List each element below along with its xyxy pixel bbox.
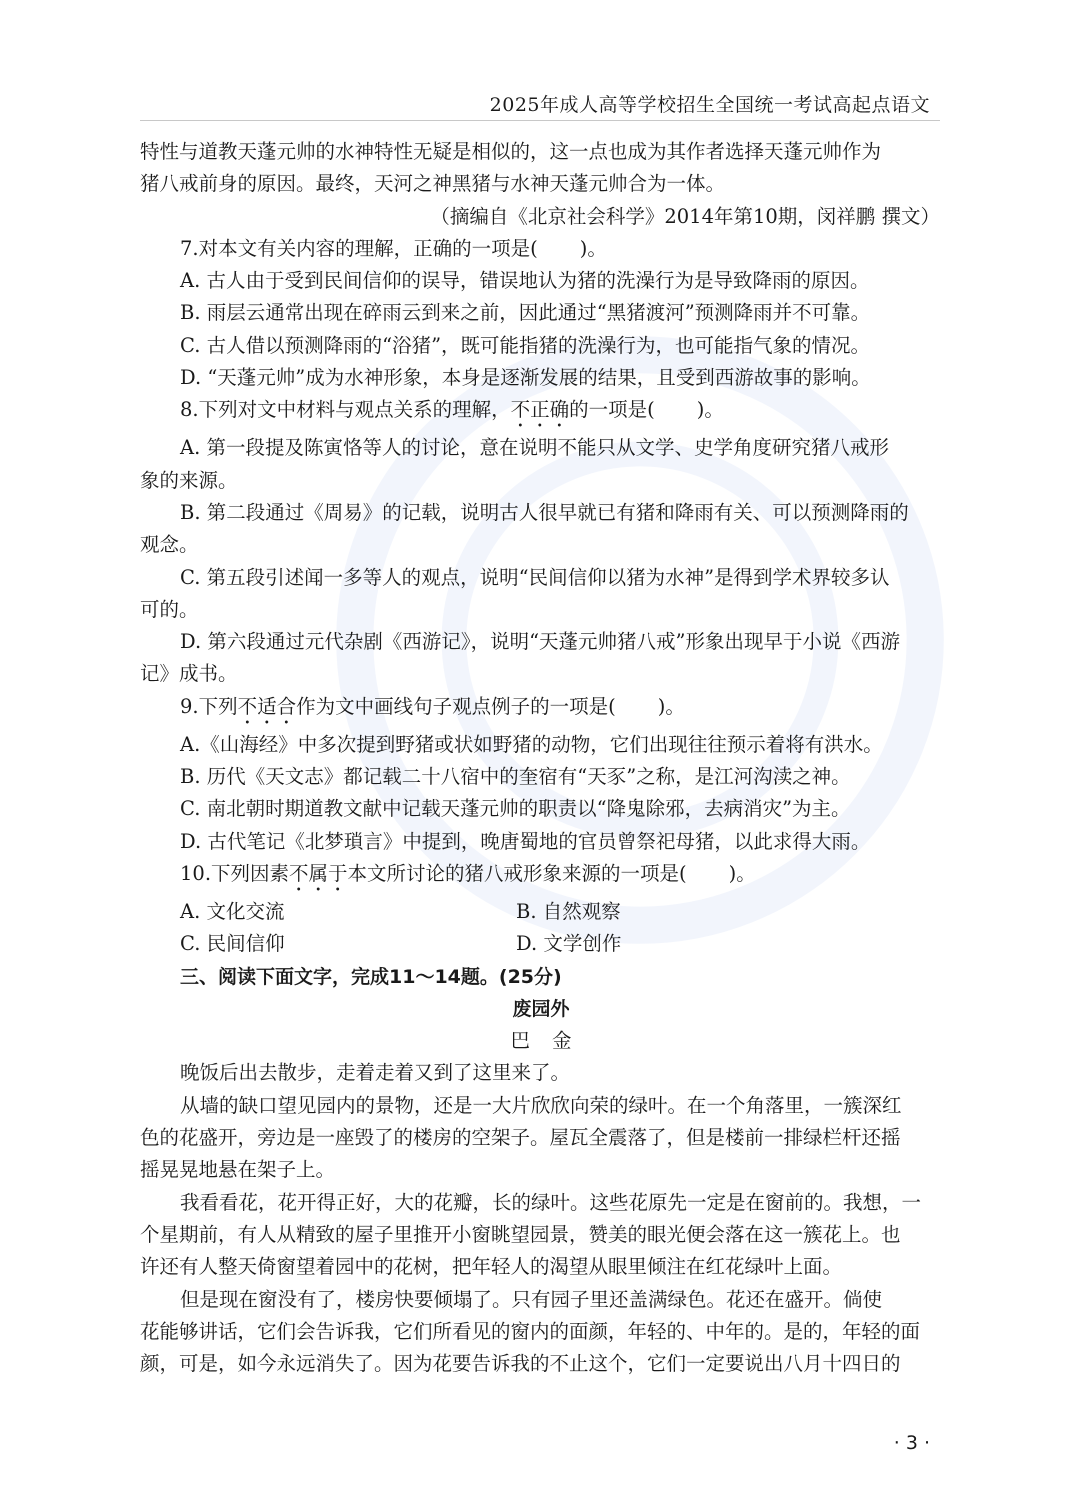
q9-emphasis: 不适合 <box>237 694 297 718</box>
q10-option-c: C. 民间信仰 <box>180 932 285 956</box>
q8-stem-end: )。 <box>696 398 724 422</box>
q10-options-row <box>140 896 942 928</box>
q9-stem-post: 作为文中画线句子观点例子的一项是( <box>296 694 616 718</box>
question-9-stem <box>140 691 942 729</box>
question-7-stem <box>140 233 942 265</box>
q7-stem-text: 7.对本文有关内容的理解，正确的一项是( <box>180 236 538 260</box>
q8-option-a: A. 第一段提及陈寅恪等人的讨论，意在说明不能只从文学、史学角度研究猪八戒形 <box>180 436 889 460</box>
passage-line: 猪八戒前身的原因。最终，天河之神黑猪与水神天蓬元帅合为一体。 <box>140 172 726 196</box>
q10-stem-end: )。 <box>728 861 756 885</box>
q9-stem-pre: 9.下列 <box>180 694 238 718</box>
q8-stem-post: 的一项是( <box>569 398 655 422</box>
q8-option-a-cont: 象的来源。 <box>140 468 238 492</box>
passage-source: （摘编自《北京社会科学》2014年第10期，闵祥鹏 撰文） <box>430 204 940 228</box>
section-3-heading: 三、阅读下面文字，完成11～14题。(25分) <box>180 965 562 988</box>
q9-option-a: A.《山海经》中多次提到野猪或状如野猪的动物，它们出现往往预示着将有洪水。 <box>180 732 883 756</box>
q8-option-c-cont: 可的。 <box>140 597 199 621</box>
article-paragraph-3-cont: 个星期前，有人从精致的屋子里推开小窗眺望园景，赞美的眼光便会落在这一簇花上。也 <box>140 1222 901 1246</box>
q10-option-a: A. 文化交流 <box>180 899 285 923</box>
q9-option-b: B. 历代《天文志》都记载二十八宿中的奎宿有“天豕”之称，是江河沟渎之神。 <box>180 765 851 789</box>
article-paragraph-2-cont: 色的花盛开，旁边是一座毁了的楼房的空架子。屋瓦全震落了，但是楼前一排绿栏杆还摇 <box>140 1126 901 1150</box>
q10-option-b: B. 自然观察 <box>516 899 621 923</box>
q7-option-c: C. 古人借以预测降雨的“浴猪”，既可能指猪的洗澡行为，也可能指气象的情况。 <box>180 333 871 357</box>
q8-emphasis: 不正确 <box>510 398 570 422</box>
article-paragraph-4-cont: 花能够讲话，它们会告诉我，它们所看见的窗内的面颜，年轻的、中年的。是的，年轻的面 <box>140 1319 921 1343</box>
article-paragraph-3-cont: 许还有人整天倚窗望着园中的花树，把年轻人的渴望从眼里倾注在红花绿叶上面。 <box>140 1255 843 1279</box>
q9-stem-end: )。 <box>657 694 685 718</box>
article-author: 巴金 <box>510 1029 594 1053</box>
article-paragraph-4: 但是现在窗没有了，楼房快要倾塌了。只有园子里还盖满绿色。花还在盛开。倘使 <box>180 1287 883 1311</box>
q8-stem-pre: 8.下列对文中材料与观点关系的理解， <box>180 398 511 422</box>
q10-emphasis: 不属于 <box>289 861 348 885</box>
q7-option-a: A. 古人由于受到民间信仰的误导，错误地认为猪的洗澡行为是导致降雨的原因。 <box>180 269 870 293</box>
header-divider <box>140 120 940 121</box>
q8-option-d-cont: 记》成书。 <box>140 662 238 686</box>
article-paragraph-2-cont: 摇晃晃地悬在架子上。 <box>140 1158 336 1182</box>
q8-option-d: D. 第六段通过元代杂剧《西游记》，说明“天蓬元帅猪八戒”形象出现早于小说《西游 <box>180 630 901 654</box>
q10-options-row <box>140 928 942 960</box>
page-header-title: 2025年成人高等学校招生全国统一考试高起点语文 <box>489 94 930 116</box>
q10-stem-post: 本文所讨论的猪八戒形象来源的一项是( <box>347 861 687 885</box>
q8-option-b: B. 第二段通过《周易》的记载，说明古人很早就已有猪和降雨有关、可以预测降雨的 <box>180 500 909 524</box>
q9-option-c: C. 南北朝时期道教文献中记载天蓬元帅的职责以“降鬼除邪，去病消灾”为主。 <box>180 797 851 821</box>
article-paragraph-3: 我看看花，花开得正好，大的花瓣，长的绿叶。这些花原先一定是在窗前的。我想，一 <box>180 1190 922 1214</box>
q7-stem-end: )。 <box>579 236 607 260</box>
question-8-stem <box>140 394 942 432</box>
question-10-stem <box>140 858 942 896</box>
q9-option-d: D. 古代笔记《北梦瑣言》中提到，晚唐蜀地的官员曾祭祀母猪，以此求得大雨。 <box>180 829 871 853</box>
q7-option-b: B. 雨层云通常出现在碎雨云到来之前，因此通过“黑猪渡河”预测降雨并不可靠。 <box>180 301 871 325</box>
q8-option-c: C. 第五段引述闻一多等人的观点，说明“民间信仰以猪为水神”是得到学术界较多认 <box>180 565 890 589</box>
q8-option-b-cont: 观念。 <box>140 533 199 557</box>
article-title: 废园外 <box>512 997 570 1020</box>
page-content <box>140 136 942 1380</box>
article-paragraph-4-cont: 颜，可是，如今永远消失了。因为花要告诉我的不止这个，它们一定要说出八月十四日的 <box>140 1352 901 1376</box>
article-paragraph-2: 从墙的缺口望见园内的景物，还是一大片欣欣向荣的绿叶。在一个角落里，一簇深红 <box>180 1093 902 1117</box>
passage-line: 特性与道教天蓬元帅的水神特性无疑是相似的，这一点也成为其作者选择天蓬元帅作为 <box>140 140 882 163</box>
q7-option-d: D. “天蓬元帅”成为水神形象，本身是逐渐发展的结果，且受到西游故事的影响。 <box>180 366 871 390</box>
q10-option-d: D. 文学创作 <box>516 932 622 956</box>
q10-stem-pre: 10.下列因素 <box>180 861 290 885</box>
page-number: · 3 · <box>893 1432 930 1454</box>
article-paragraph-1: 晚饭后出去散步，走着走着又到了这里来了。 <box>180 1061 571 1085</box>
